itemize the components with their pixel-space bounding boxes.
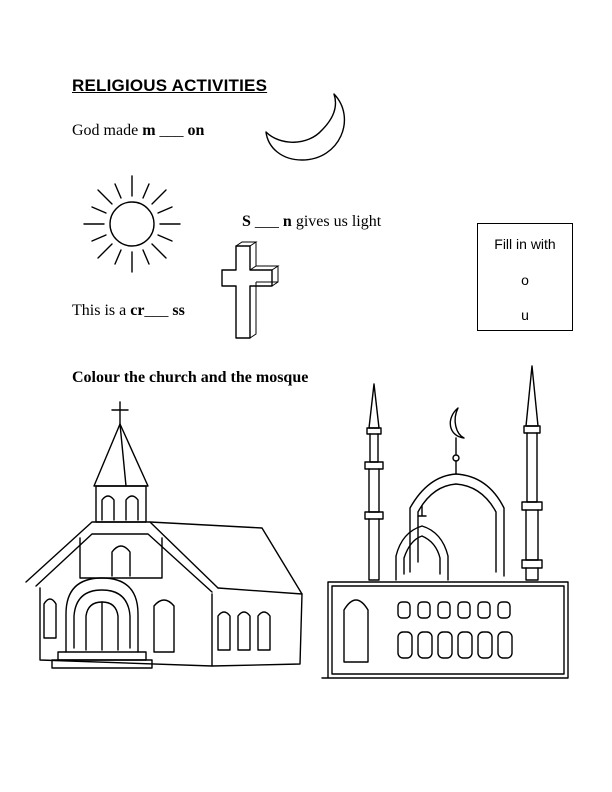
- fill-in-option: o: [521, 272, 529, 288]
- q3-bold-start: cr: [130, 302, 145, 319]
- question-sun: [242, 213, 381, 231]
- q2-suffix: gives us light: [291, 213, 382, 230]
- q1-bold-end: on: [187, 122, 205, 139]
- q3-bold-end: ss: [172, 302, 185, 319]
- q2-bold-end: n: [282, 213, 292, 230]
- question-cross: [72, 302, 185, 320]
- colour-instruction: Colour the church and the mosque: [72, 369, 309, 386]
- q1-prefix: God made: [72, 122, 143, 139]
- q3-blank: ___: [144, 302, 173, 319]
- mosque-illustration: [318, 362, 580, 684]
- q2-bold-start: S: [242, 213, 251, 230]
- q1-bold-start: m: [142, 122, 156, 139]
- sun-icon: [80, 174, 184, 274]
- fill-in-option: u: [521, 307, 529, 323]
- cross-icon: [218, 240, 288, 348]
- church-illustration: [22, 402, 306, 682]
- q2-blank: ___: [250, 213, 283, 230]
- question-moon: [72, 122, 204, 140]
- fill-in-heading: Fill in with: [494, 236, 556, 252]
- fill-in-box: [477, 223, 573, 331]
- q3-prefix: This is a: [72, 302, 131, 319]
- q1-blank: ___: [155, 122, 188, 139]
- worksheet-title: RELIGIOUS ACTIVITIES: [72, 76, 268, 95]
- moon-icon: [262, 88, 352, 168]
